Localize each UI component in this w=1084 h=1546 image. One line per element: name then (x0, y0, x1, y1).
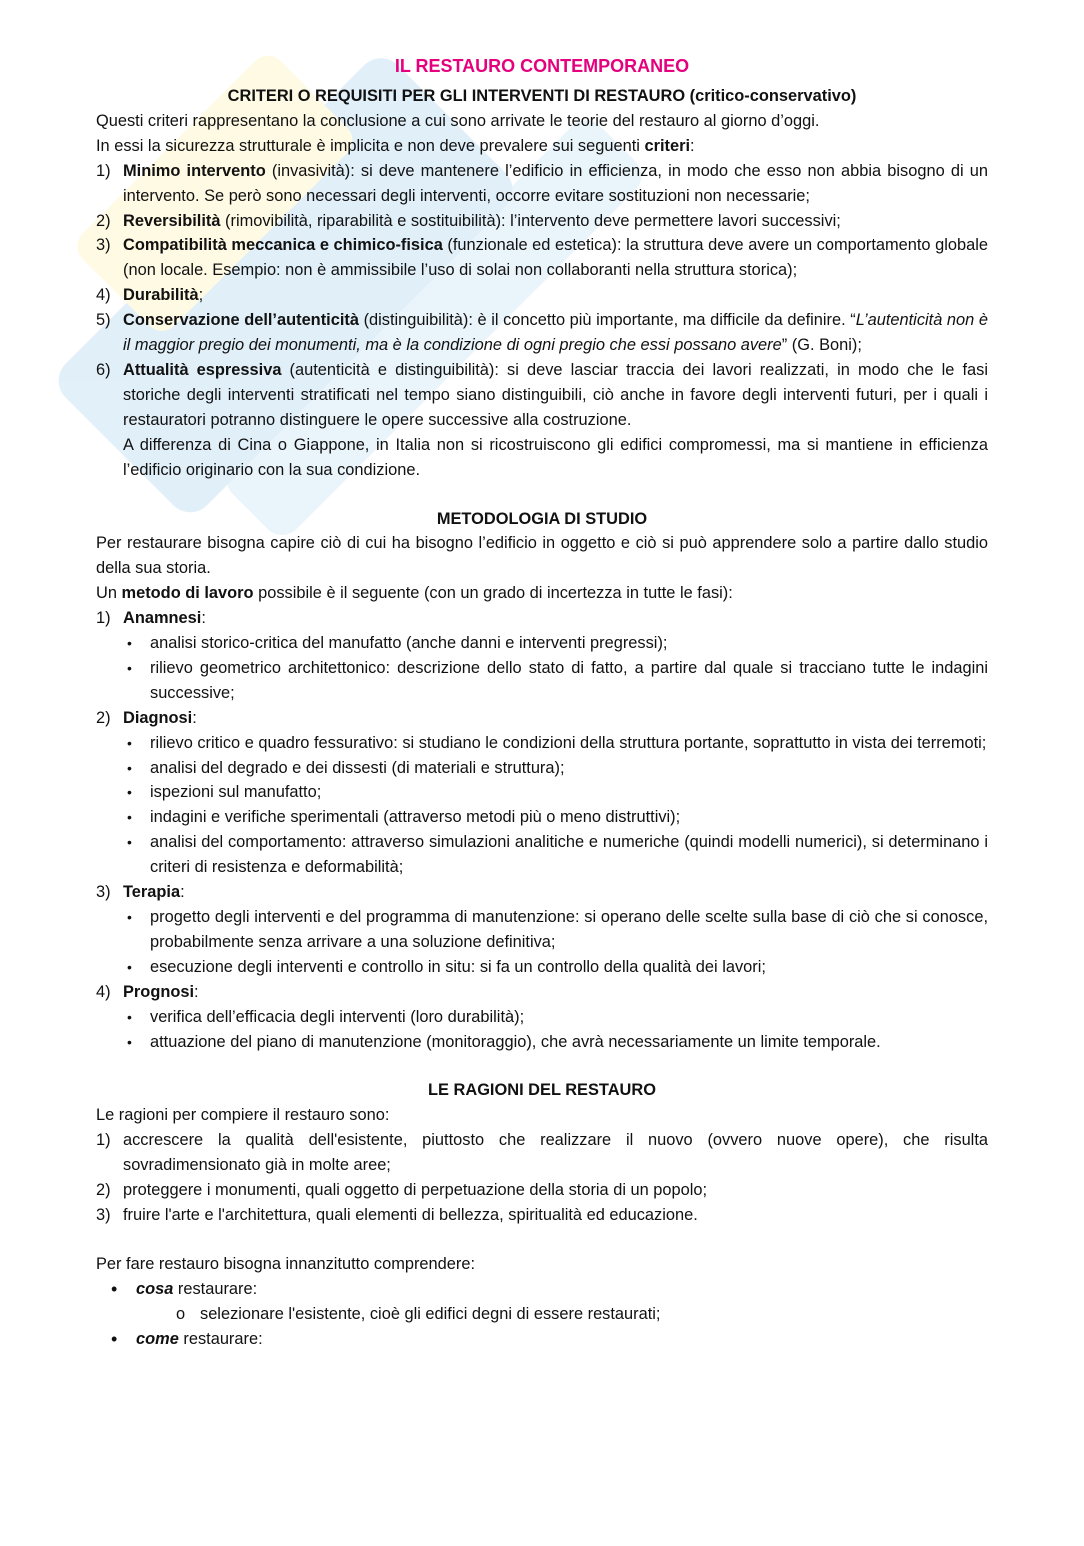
section-heading-criteria: CRITERI O REQUISITI PER GLI INTERVENTI DI RESTAURO (critico-conservativo) (227, 87, 857, 105)
list-item: 1) accrescere la qualità dell'esistente, piuttosto che realizzare il nuovo (ovvero nuove opere), che risulta sovradimensionato già in molte aree; (96, 1131, 988, 1175)
list-item: • analisi del comportamento: attraverso simulazioni analitiche e numeriche (quindi modelli numerici), si determinano i criteri di resistenza e deformabilità; (127, 833, 988, 877)
list-item: 1) Minimo intervento (invasività): si deve mantenere l’edificio in efficienza, in modo che esso non abbia bisogno di un intervento. Se però sono necessari degli interventi, occorre evitare sostituzioni non necessarie; (96, 161, 988, 205)
list-item: 3) Compatibilità meccanica e chimico-fisica (funzionale ed estetica): la struttura deve avere un comportamento globale (non locale. Esempio: non è ammissibile l’uso di solai non collaboranti nella struttura storica); (96, 236, 988, 280)
document-title: IL RESTAURO CONTEMPORANEO (394, 56, 690, 76)
list-item: 5) Conservazione dell’autenticità (distinguibilità): è il concetto più importante, ma difficile da definire. “L’autenticità non è il maggior pregio dei monumenti, ma è la condizione di ogni pregio che essi possano avere” (G. Boni); (96, 311, 988, 355)
list-item: • indagini e verifiche sperimentali (attraverso metodi più o meno distruttivi); (127, 808, 681, 827)
document-page (96, 52, 988, 1352)
bullet-list (108, 1277, 988, 1352)
reasons-list (96, 1128, 988, 1228)
criteria-list (96, 159, 988, 433)
list-item: 6) Attualità espressiva (autenticità e distinguibilità): si deve lasciar traccia dei lavori realizzati, in modo che le fasi storiche degli interventi stratificati nel tempo siano distinguibili, ciò anche in favore degli interventi futuri, per i quali i restauratori potranno distinguere le opere successive alla costruzione. (96, 360, 988, 429)
list-item: • progetto degli interventi e del programma di manutenzione: si operano delle scelte sulla base di ciò che si conosce, probabilmente senza arrivare a una soluzione definitiva; (127, 908, 988, 951)
list-item: • analisi del degrado e dei dissesti (di materiali e struttura); (127, 758, 565, 777)
paragraph: Per restaurare bisogna capire ciò di cui ha bisogno l’edificio in oggetto e ciò si può apprendere solo a partire dallo studio della sua storia. (96, 534, 988, 578)
list-item: 2) Reversibilità (rimovibilità, riparabilità e sostituibilità): l’intervento deve permettere lavori successivi; (96, 211, 841, 230)
list-item: • analisi storico-critica del manufatto (anche danni e interventi pregressi); (127, 634, 668, 653)
list-item: • rilievo critico e quadro fessurativo: si studiano le condizioni della struttura portante, soprattutto in vista dei terremoti; (127, 733, 987, 752)
list-item: 2) proteggere i monumenti, quali oggetto di perpetuazione della storia di un popolo; (96, 1181, 708, 1200)
paragraph: Le ragioni per compiere il restauro sono: (96, 1106, 390, 1125)
bullet-list (123, 731, 988, 880)
list-item: 3) fruire l'arte e l'architettura, quali elementi di bellezza, spiritualità ed educazione. (96, 1205, 698, 1224)
paragraph: Un metodo di lavoro possibile è il seguente (con un grado di incertezza in tutte le fasi): (96, 584, 733, 603)
list-item: • verifica dell’efficacia degli interventi (loro durabilità); (127, 1007, 525, 1026)
list-item: • cosa restaurare: o selezionare l'esistente, cioè gli edifici degni di essere restaurati; (108, 1277, 988, 1327)
list-item: 4) Durabilità; (96, 286, 204, 305)
section-heading-methodology: METODOLOGIA DI STUDIO (436, 509, 648, 528)
sub-bullet-list (176, 1302, 988, 1327)
list-item: • come restaurare: (111, 1328, 263, 1349)
list-item: 3) Terapia: • progetto degli interventi e del programma di manutenzione: si operano delle scelte sulla base di ciò che si conosce, probabilmente senza arrivare a una soluzione definitiva; • esecuzione degli interventi e controllo in situ: si fa un controllo della qualità dei lavori; (96, 880, 988, 980)
bullet-list (123, 905, 988, 980)
list-item: o selezionare l'esistente, cioè gli edifici degni di essere restaurati; (176, 1304, 661, 1323)
phases-list (96, 606, 988, 1054)
list-item: • rilievo geometrico architettonico: descrizione dello stato di fatto, a partire dal quale si tracciano tutte le indagini successive; (127, 658, 988, 702)
list-item: • attuazione del piano di manutenzione (monitoraggio), che avrà necessariamente un limite temporale. (127, 1032, 881, 1051)
paragraph: Questi criteri rappresentano la conclusione a cui sono arrivate le teorie del restauro al giorno d’oggi. (96, 111, 820, 130)
list-item: 1) Anamnesi: • analisi storico-critica del manufatto (anche danni e interventi pregressi); • rilievo geometrico architettonico: descrizione dello stato di fatto, a partire dal quale si tracciano tutte le indagini successive; (96, 606, 988, 706)
bullet-list (123, 1005, 988, 1055)
list-item: 4) Prognosi: • verifica dell’efficacia degli interventi (loro durabilità); • attuazione del piano di manutenzione (monitoraggio), che avrà necessariamente un limite temporale. (96, 980, 988, 1055)
list-item: • esecuzione degli interventi e controllo in situ: si fa un controllo della qualità dei lavori; (127, 957, 766, 976)
paragraph: In essi la sicurezza strutturale è implicita e non deve prevalere sui seguenti criteri: (96, 136, 695, 155)
list-item: • ispezioni sul manufatto; (127, 783, 322, 802)
bullet-list (123, 631, 988, 706)
section-heading-reasons: LE RAGIONI DEL RESTAURO (428, 1081, 656, 1100)
paragraph: Per fare restauro bisogna innanzitutto comprendere: (96, 1254, 476, 1273)
list-item: 2) Diagnosi: • rilievo critico e quadro fessurativo: si studiano le condizioni della struttura portante, soprattutto in vista dei terremoti; • analisi del degrado e dei dissesti (di materiali e struttura); • ispezioni sul manufatto; • indagini e verifiche sperimentali (attraverso metodi più o meno distruttivi); • analisi del comportamento: attraverso simulazioni analitiche e numeriche (quindi modelli numerici), si determinano i criteri di resistenza e deformabilità; (96, 706, 988, 880)
paragraph: A differenza di Cina o Giappone, in Italia non si ricostruiscono gli edifici compromessi, ma si mantiene in efficienza l’edificio originario con la sua condizione. (123, 435, 988, 479)
